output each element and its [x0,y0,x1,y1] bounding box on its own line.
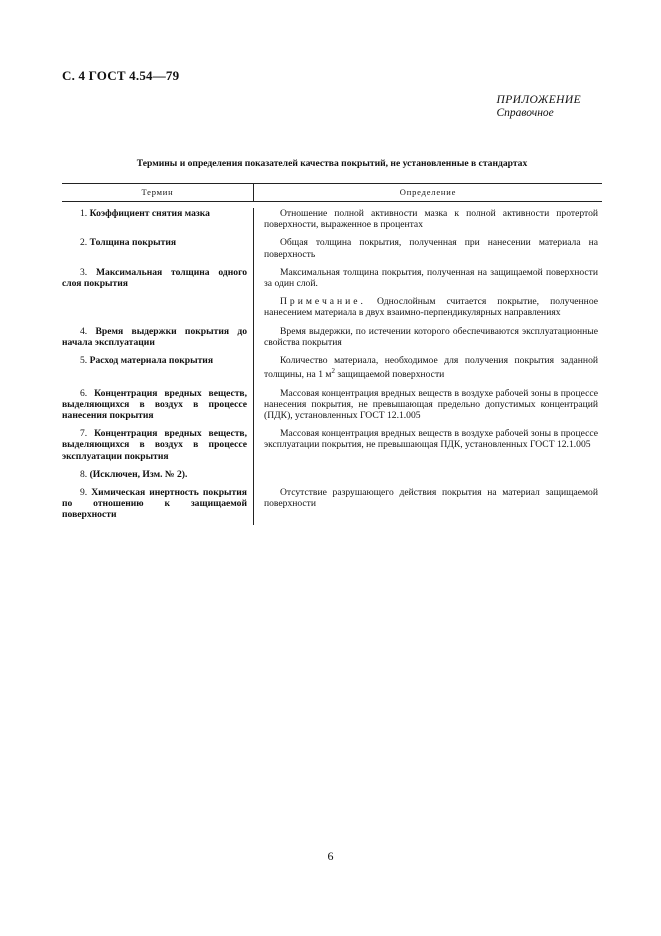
definition-cell: Максимальная толщина покрытия, полученная на защищаемой поверхности за один слой. [264,266,598,290]
term-number: 3. [80,266,88,278]
column-header-definition: Определение [399,187,457,197]
term-text: Химическая инертность покрытия по отношению к защищаемой поверхности [62,487,247,521]
table-row [62,208,602,230]
definition-cell: Массовая концентрация вредных веществ в воздухе рабочей зоны в процессе эксплуатации покрытия, не превышающая ПДК, установленных ГОСТ 12.1.005 [264,428,598,451]
table-body [62,208,602,525]
term-cell [62,326,253,348]
note-text: Однослойным считается покрытие, полученное нанесением материала в двух взаимно-перпендикулярных направлениях [264,296,598,319]
term-number: 2. [80,237,88,249]
table-header [62,183,602,202]
definition-cell: Отношение полной активности мазка к полной активности протертой поверхности, выраженное в процентах [264,208,598,231]
term-text: Максимальная толщина одного слоя покрытия [62,266,247,290]
definition-cell: Отсутствие разрушающего действия покрытия на материал защищаемой поверхности [264,487,598,510]
table-row [62,487,602,525]
term-text: Время выдержки покрытия до начала эксплуатации [62,325,247,348]
term-number: 7. [80,428,88,440]
appendix-label [497,94,581,120]
term-cell [62,388,253,422]
term-cell-empty [62,296,253,318]
appendix-title: ПРИЛОЖЕНИЕ [496,94,581,106]
table-title: Термины и определения показателей качества покрытий, не установленные в стандартах [136,158,528,169]
table-row [62,469,602,480]
definition-cell: Массовая концентрация вредных веществ в воздухе рабочей зоны в процессе нанесения покрытия, не превышающая предельно допустимых концентраций (ПДК), установленных ГОСТ 12.1.005 [264,387,598,422]
definition-text-tail: защищаемой поверхности [334,369,445,381]
table-row [62,428,602,462]
table-row [62,237,602,259]
term-text: Расход материала покрытия [89,355,214,367]
definition-cell [253,355,602,381]
term-text: Концентрация вредных веществ, выделяющихся в воздух в процессе нанесения покрытия [62,387,248,422]
term-text: (Исключен, Изм. № 2). [89,468,188,480]
term-number: 8. [80,468,88,480]
term-cell [62,267,253,289]
term-cell [62,469,253,480]
column-header-term: Термин [62,184,254,201]
term-cell [62,208,253,230]
table-row [62,355,602,381]
term-cell [62,355,253,381]
note-label: Примечание. [280,296,366,308]
definition-cell-empty [253,469,602,480]
definition-cell: Общая толщина покрытия, полученная при нанесении материала на поверхность [264,237,598,260]
terms-table [62,183,602,525]
note-cell [253,296,602,318]
term-number: 4. [80,325,88,337]
term-number: 1. [80,208,88,219]
document-code: С. 4 ГОСТ 4.54—79 [62,68,180,83]
table-row [62,296,602,318]
table-row [62,326,602,348]
term-cell [62,428,253,462]
table-row [62,388,602,422]
term-text: Коэффициент снятия мазка [89,208,210,219]
term-cell [62,487,253,521]
definition-text: Количество материала, необходимое для получения покрытия заданной толщины, на 1 м [264,355,598,381]
superscript: 2 [331,367,335,376]
table-row [62,267,602,289]
term-cell [62,237,253,259]
term-number: 5. [80,355,88,367]
appendix-subtitle: Справочное [496,107,554,119]
term-text: Концентрация вредных веществ, выделяющихся в воздух в процессе эксплуатации покрытия [62,428,248,462]
page-number: 6 [327,849,334,863]
term-number: 6. [80,387,88,399]
term-text: Толщина покрытия [89,237,177,249]
definition-cell: Время выдержки, по истечении которого обеспечиваются эксплуатационные свойства покрытия [264,325,598,348]
term-number: 9. [80,487,88,499]
